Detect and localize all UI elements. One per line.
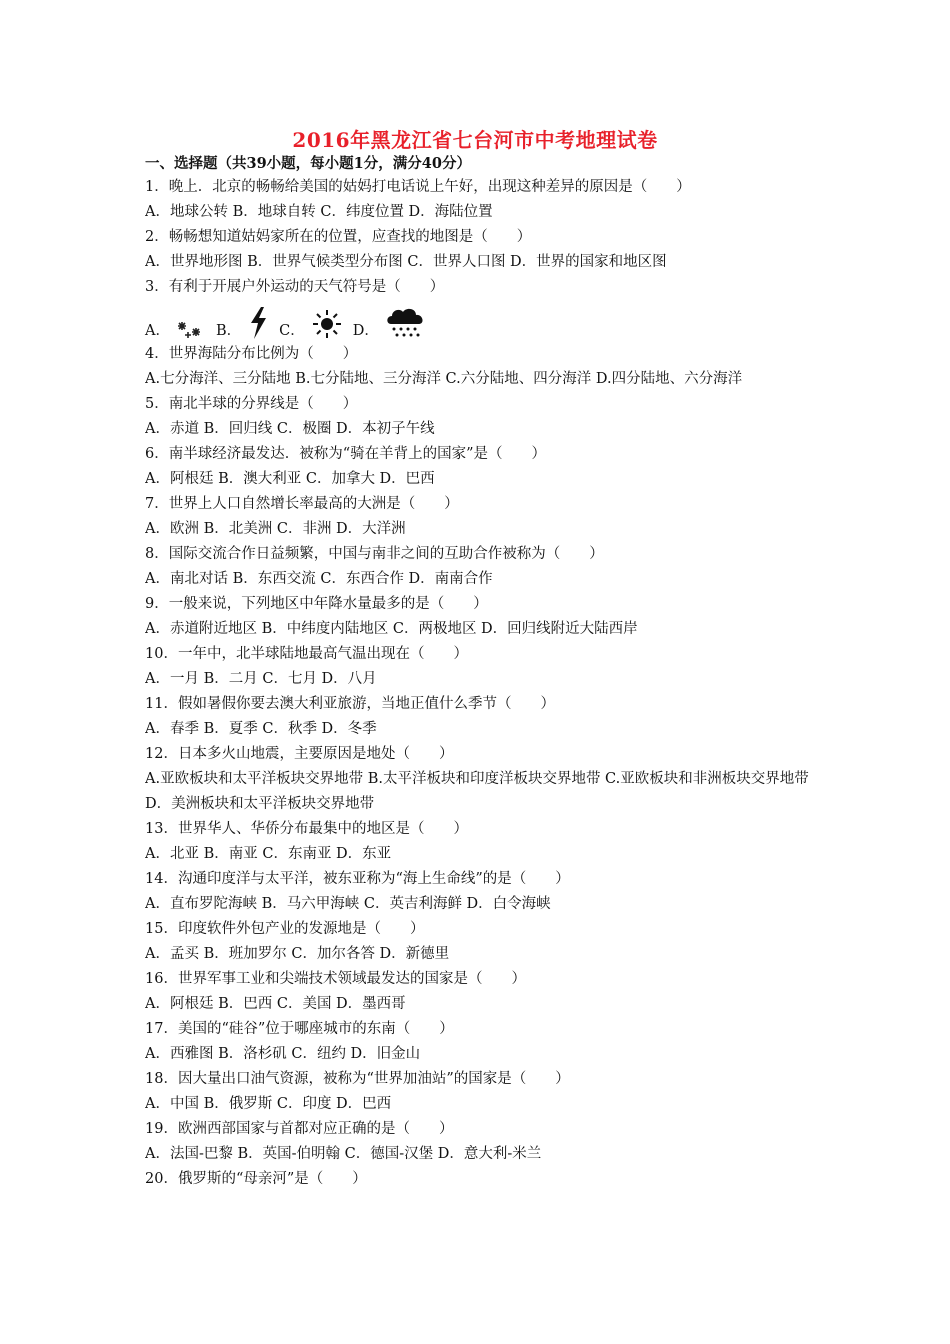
question-6: 6．南半球经济最发达．被称为“骑在羊背上的国家”是（ ） [145,446,547,462]
answer-1: A．地球公转 B．地球自转 C．纬度位置 D．海陆位置 [145,204,493,220]
answer-3-icons [145,300,815,342]
option-a-label: A． [145,323,170,339]
question-4: 4．世界海陆分布比例为（ ） [145,346,358,362]
answer-14: A．直布罗陀海峡 B．马六甲海峡 C．英吉利海鲜 D．白令海峡 [145,896,551,912]
question-3: 3．有利于开展户外运动的天气符号是（ ） [145,279,445,295]
answer-4: A.七分海洋、三分陆地 B.七分陆地、三分海洋 C.六分陆地、四分海洋 D.四分陆地、六分海洋 [145,371,743,387]
answer-9: A．赤道附近地区 B．中纬度内陆地区 C．两极地区 D．回归线附近大陆西岸 [145,621,638,637]
snow-cloud-icon [385,306,427,340]
answer-6: A．阿根廷 B．澳大利亚 C．加拿大 D．巴西 [145,471,435,487]
page-title: 2016年黑龙江省七台河市中考地理试卷 [292,128,658,152]
question-15: 15．印度软件外包产业的发源地是（ ） [145,921,425,937]
question-14: 14．沟通印度洋与太平洋，被东亚称为“海上生命线”的是（ ） [145,871,570,887]
question-2: 2．畅畅想知道姑妈家所在的位置，应查找的地图是（ ） [145,229,532,245]
answer-18: A．中国 B．俄罗斯 C．印度 D．巴西 [145,1096,392,1112]
answer-15: A．孟买 B．班加罗尔 C．加尔各答 D．新德里 [145,946,450,962]
answer-11: A．春季 B．夏季 C．秋季 D．冬季 [145,721,377,737]
answer-19: A．法国-巴黎 B．英国-伯明翰 C．德国-汉堡 D．意大利-米兰 [145,1146,542,1162]
option-c-label: C． [279,323,305,339]
answer-8: A．南北对话 B．东西交流 C．东西合作 D．南南合作 [145,571,493,587]
answer-13: A．北亚 B．南亚 C．东南亚 D．东亚 [145,846,392,862]
question-1: 1．晚上．北京的畅畅给美国的姑妈打电话说上午好，出现这种差异的原因是（ ） [145,179,691,195]
question-12: 12．日本多火山地震，主要原因是地处（ ） [145,746,454,762]
question-5: 5．南北半球的分界线是（ ） [145,396,358,412]
lightning-icon [247,306,269,340]
answer-7: A．欧洲 B．北美洲 C．非洲 D．大洋洲 [145,521,406,537]
question-19: 19．欧洲西部国家与首都对应正确的是（ ） [145,1121,454,1137]
answer-2: A．世界地形图 B．世界气候类型分布图 C．世界人口图 D．世界的国家和地区图 [145,254,667,270]
question-17: 17．美国的“硅谷”位于哪座城市的东南（ ） [145,1021,454,1037]
question-8: 8．国际交流合作日益频繁，中国与南非之间的互助合作被称为（ ） [145,546,604,562]
answer-16: A．阿根廷 B．巴西 C．美国 D．墨西哥 [145,996,406,1012]
question-16: 16．世界军事工业和尖端技术领域最发达的国家是（ ） [145,971,526,987]
question-list [145,175,815,1192]
question-18: 18．因大量出口油气资源，被称为“世界加油站”的国家是（ ） [145,1071,570,1087]
answer-10: A．一月 B．二月 C．七月 D．八月 [145,671,377,687]
question-7: 7．世界上人口自然增长率最高的大洲是（ ） [145,496,459,512]
answer-5: A．赤道 B．回归线 C．极圈 D．本初子午线 [145,421,435,437]
section-heading: 一、选择题（共39小题，每小题1分，满分40分） [145,155,471,172]
sun-icon [311,308,343,340]
question-9: 9．一般来说，下列地区中年降水量最多的是（ ） [145,596,488,612]
option-d-label: D． [352,323,379,339]
snowflake-icon [176,318,206,340]
question-11: 11．假如暑假你要去澳大利亚旅游，当地正值什么季节（ ） [145,696,555,712]
question-10: 10．一年中，北半球陆地最高气温出现在（ ） [145,646,468,662]
question-20: 20．俄罗斯的“母亲河”是（ ） [145,1171,367,1187]
answer-12: A.亚欧板块和太平洋板块交界地带 B.太平洋板块和印度洋板块交界地带 C.亚欧板块和非洲板块交界地带 D．美洲板块和太平洋板块交界地带 [145,771,809,812]
answer-17: A．西雅图 B．洛杉矶 C．纽约 D．旧金山 [145,1046,421,1062]
question-13: 13．世界华人、华侨分布最集中的地区是（ ） [145,821,468,837]
option-b-label: B． [215,323,242,339]
